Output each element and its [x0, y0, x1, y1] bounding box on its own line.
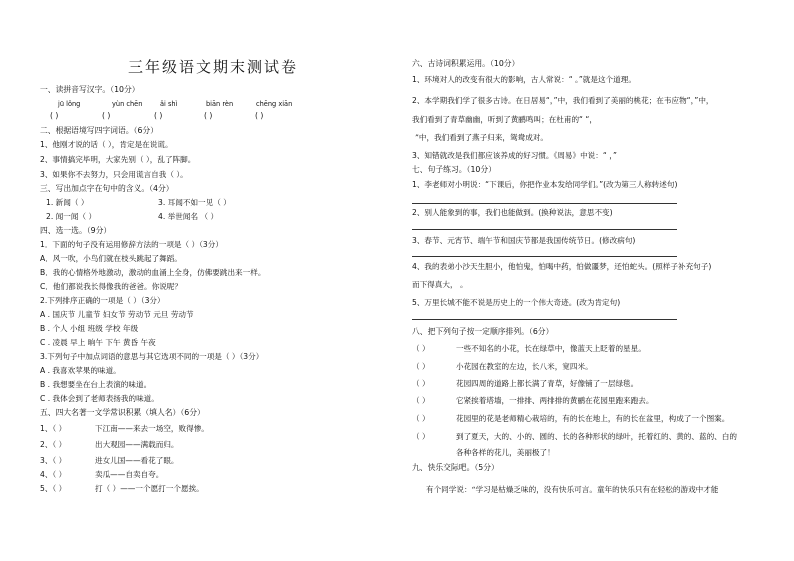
s5-num-3[interactable]: 3、（ ） — [40, 456, 67, 465]
section-1-heading: 一、读拼音写汉字。（10分） — [40, 85, 140, 94]
s8-item-6: 到了夏天，大的、小的、圆的、长的各种形状的绿叶，托着红的、黄的、蓝的、白的 — [456, 432, 737, 441]
pinyin-2: yùn chēn — [112, 100, 143, 108]
s4-q3-opt-c: C . 我体会到了老师表扬我的味道。 — [40, 394, 159, 403]
s2-line-1: 1、他刚才说的话（ ），肯定是在说谎。 — [40, 140, 173, 149]
s4-q3-opt-b: B . 我想要坐在台上表演的味道。 — [40, 380, 152, 389]
s8-paren-5[interactable]: （ ） — [412, 414, 430, 423]
s6-line-5: 3、知错就改是我们都应该养成的好习惯。《周易》中说：“ ，” — [412, 151, 617, 160]
section-5-heading: 五、四大名著一文学常识积累（填人名）（6分） — [40, 408, 205, 417]
s5-text-4: 卖瓜——自卖自夸。 — [95, 470, 164, 479]
pinyin-3: ǎi shì — [160, 100, 178, 108]
s3-item-3: 3. 耳闻不如一见（ ） — [158, 198, 231, 207]
s4-q2-opt-b: B . 个人 小组 班级 学校 年级 — [40, 324, 139, 333]
s4-q1-opt-b: B．我的心情格外地激动，激动的血涌上全身，仿佛要跳出来一样。 — [40, 268, 266, 277]
pinyin-1: jū lǒng — [58, 100, 81, 108]
s8-item-1: 一些不知名的小花，长在绿草中，像蓝天上眨着的星星。 — [456, 344, 646, 353]
s8-item-5: 花园里的花是老师精心栽培的，有的长在地上，有的长在盆里，构成了一个图案。 — [456, 414, 730, 423]
answer-blank-3[interactable]: ( ) — [154, 111, 163, 120]
s7-answer-line-3[interactable] — [412, 256, 677, 257]
s7-answer-line-5[interactable] — [412, 319, 677, 320]
s8-paren-2[interactable]: （ ） — [412, 362, 430, 371]
answer-blank-4[interactable]: ( ) — [204, 111, 213, 120]
s5-text-3: 进女儿国——看花了眼。 — [95, 456, 179, 465]
s6-line-1: 1、环境对人的改变有很大的影响，古人常说：“ 。”就是这个道理。 — [412, 75, 636, 84]
s8-item-4: 它紧挨着塔墙，一排排、两排排的黄鹂在花园里跑来跑去。 — [456, 396, 654, 405]
s3-item-1: 1. 新闻（ ） — [46, 198, 89, 207]
section-3-heading: 三、写出加点字在句中的含义。（4分） — [40, 184, 174, 193]
s4-q2-opt-a: A . 国庆节 儿童节 妇女节 劳动节 元旦 劳动节 — [40, 310, 194, 319]
s4-q3: 3.下列句子中加点词语的意思与其它选项不同的一项是（ ）（3分） — [40, 352, 264, 361]
s4-q2: 2.下列排序正确的一项是（ ）（3分） — [40, 296, 165, 305]
s8-item-2: 小花园在教室的左边，长八米，宽四米。 — [456, 362, 593, 371]
s5-text-5: 打（ ）——一个愿打一个愿挨。 — [95, 484, 204, 493]
answer-blank-2[interactable]: ( ) — [102, 111, 111, 120]
s8-item-3: 花园四周的道路上都长满了青草，好像铺了一层绿毯。 — [456, 379, 639, 388]
answer-blank-1[interactable]: ( ) — [50, 111, 59, 120]
section-6-heading: 六、古诗词积累运用。（10分） — [412, 59, 520, 68]
section-8-heading: 八、把下列句子按一定顺序排列。（6分） — [412, 327, 554, 336]
s5-num-4[interactable]: 4、（ ） — [40, 470, 67, 479]
s8-paren-6[interactable]: （ ） — [412, 432, 430, 441]
s8-paren-1[interactable]: （ ） — [412, 344, 430, 353]
s2-line-2: 2、事情搞完毕明，大家先别（ ），乱了阵脚。 — [40, 155, 196, 164]
s5-text-1: 下江南——来去一场空，败得惨。 — [95, 424, 209, 433]
s7-answer-line-1[interactable] — [412, 203, 677, 204]
s4-q1-opt-a: A．风一吹，小鸟们就在枝头跳起了舞蹈。 — [40, 254, 182, 263]
s5-num-5[interactable]: 5、（ ） — [40, 484, 67, 493]
s7-q1: 1、李老师对小明说：“下课后，你把作业本发给同学们。”(改为第三人称转述句) — [412, 180, 678, 189]
s4-q1-opt-c: C．他们都说我长得像我的爸爸。你说呢？ — [40, 282, 182, 291]
s3-item-4: 4. 举世闻名 （ ） — [158, 212, 219, 221]
s6-line-2: 2、本学期我们学了很多古诗。在日居易“，”中，我们看到了美丽的桃花；在韦应物“，”中， — [412, 96, 714, 105]
s6-line-4: ”中，我们看到了燕子归来，鸳鸯成对。 — [415, 133, 548, 142]
s7-q2: 2、别人能象到的事，我们也能做到。(换种说法，意思不变) — [412, 208, 613, 217]
s6-line-3: 我们看到了青草幽幽，听到了黄鹂鸣叫；在杜甫的“ “， — [412, 115, 597, 124]
s2-line-3: 3、如果你不去努力，只会用谎言自我（ ）。 — [40, 170, 188, 179]
pinyin-4: biān rèn — [206, 100, 234, 108]
s9-text: 有个同学说：“学习是枯燥乏味的，没有快乐可言。童年的快乐只有在轻松的游戏中才能 — [426, 485, 719, 494]
s5-num-1[interactable]: 1、（ ） — [40, 424, 67, 433]
s7-q5: 5、万里长城不能不说是历史上的一个伟大奇迹。(改为肯定句) — [412, 298, 621, 307]
s8-paren-3[interactable]: （ ） — [412, 379, 430, 388]
s3-item-2: 2. 闻一闻（ ） — [46, 212, 97, 221]
s5-text-2: 出大观园——满载而归。 — [95, 440, 179, 449]
s7-q4-example: 而下得真大， 。 — [412, 280, 468, 289]
s4-q1: 1．下面的句子没有运用修辞方法的一项是（ ）（3分） — [40, 240, 223, 249]
section-2-heading: 二、根据语境写四字词语。（6分） — [40, 126, 159, 135]
s7-q3: 3、春节、元宵节、端午节和国庆节都是我国传统节日。(修改病句) — [412, 236, 636, 245]
s8-item-6-cont: 各种各样的花儿，美丽极了！ — [456, 448, 555, 457]
section-7-heading: 七、句子练习。（10分） — [412, 165, 496, 174]
s7-q4: 4、我的表弟小沙天生胆小，他怕鬼，怕喝中药，怕做噩梦，还怕蛇头。(照样子补充句子) — [412, 262, 712, 271]
section-4-heading: 四、选一选。（9分） — [40, 226, 112, 235]
s4-q3-opt-a: A . 我喜欢苹果的味道。 — [40, 366, 121, 375]
s5-num-2[interactable]: 2、（ ） — [40, 440, 67, 449]
section-9-heading: 九、快乐交际吧。（5分） — [412, 463, 499, 472]
s8-paren-4[interactable]: （ ） — [412, 396, 430, 405]
s7-answer-line-2[interactable] — [412, 229, 677, 230]
page-title: 三年级语文期末测试卷 — [128, 58, 299, 76]
pinyin-5: chēng xiān — [256, 100, 293, 108]
s4-q2-opt-c: C . 凌晨 早上 晌午 下午 黄昏 午夜 — [40, 338, 156, 347]
answer-blank-5[interactable]: ( ) — [255, 111, 264, 120]
